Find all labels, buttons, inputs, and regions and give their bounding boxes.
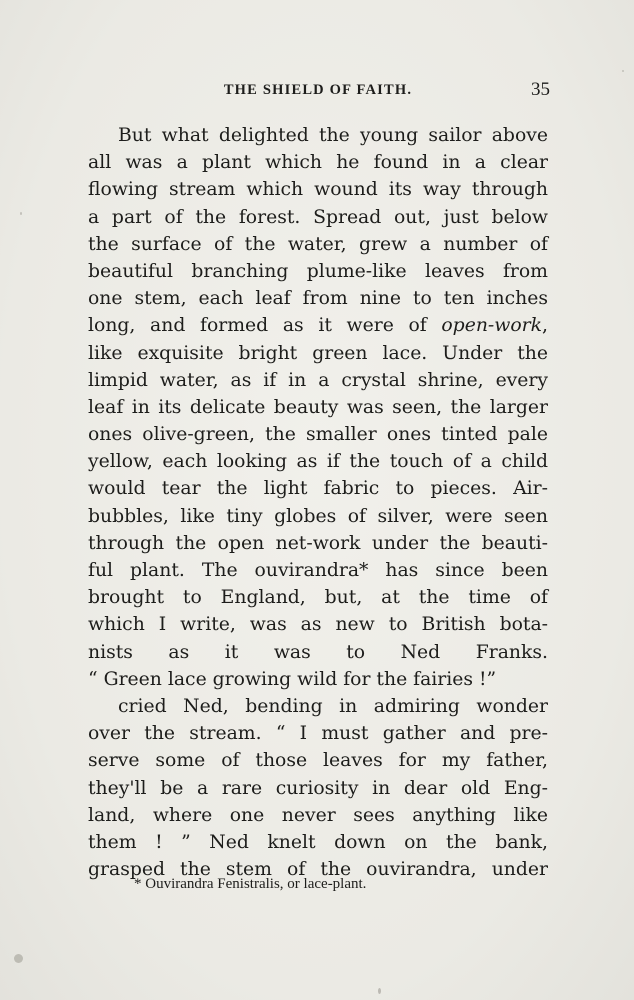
running-title: THE SHIELD OF FAITH. xyxy=(223,82,413,98)
paper-speck xyxy=(378,988,381,994)
emphasis-open-work: open-work xyxy=(441,315,543,337)
text-line: “ Green lace growing wild for the fairies !” xyxy=(88,668,497,690)
text-line: ful plant. The ouvirandra* has since been xyxy=(88,560,548,581)
paper-speck xyxy=(622,70,624,72)
text-line: serve some of those leaves for my father, xyxy=(88,750,548,772)
footnote: * Ouvirandra Fenistralis, or lace-plant. xyxy=(134,876,367,892)
text-line: leaf in its delicate beauty was seen, the larger xyxy=(88,396,548,418)
text-line: limpid water, as if in a crystal shrine, every xyxy=(88,369,548,391)
text-line: them ! ” Ned knelt down on the bank, xyxy=(88,831,548,853)
text-line: cried Ned, bending in admiring wonder xyxy=(118,695,548,717)
text-line: which I write, was as new to British bota- xyxy=(88,614,548,636)
paper-speck xyxy=(20,212,22,215)
text-line: land, where one never sees anything like xyxy=(88,804,548,826)
text-line: grasped the stem of the ouvirandra, under xyxy=(88,859,548,881)
text-line: through the open net-work under the beauti- xyxy=(88,532,548,554)
text-line: brought to England, but, at the time of xyxy=(88,587,548,609)
text-line: one stem, each leaf from nine to ten inches xyxy=(88,288,548,310)
text-line: over the stream. “ I must gather and pre- xyxy=(88,723,548,745)
text-line: the surface of the water, grew a number of xyxy=(88,233,548,255)
text-line-part: , xyxy=(542,315,548,337)
text-line: all was a plant which he found in a clear xyxy=(88,152,548,174)
page-number: 35 xyxy=(531,79,550,100)
text-line: But what delighted the young sailor above xyxy=(118,125,548,146)
body-text xyxy=(88,122,548,910)
text-line: like exquisite bright green lace. Under the xyxy=(88,342,548,364)
running-header xyxy=(86,78,550,102)
text-line: ones olive-green, the smaller ones tinted pale xyxy=(88,424,548,446)
text-line-part: long, and formed as it were of xyxy=(88,315,427,337)
text-line: nists as it was to Ned Franks. xyxy=(88,641,548,663)
text-line: they'll be a rare curiosity in dear old Eng- xyxy=(88,777,548,799)
text-line: would tear the light fabric to pieces. Air- xyxy=(88,478,548,500)
text-line: beautiful branching plume-like leaves from xyxy=(88,260,548,282)
text-line: flowing stream which wound its way through xyxy=(88,179,548,201)
text-line: bubbles, like tiny globes of silver, were seen xyxy=(88,505,548,527)
text-line: a part of the forest. Spread out, just below xyxy=(88,206,548,228)
text-line: yellow, each looking as if the touch of a child xyxy=(88,451,548,473)
text-line xyxy=(88,312,548,339)
paper-speck xyxy=(14,954,23,963)
